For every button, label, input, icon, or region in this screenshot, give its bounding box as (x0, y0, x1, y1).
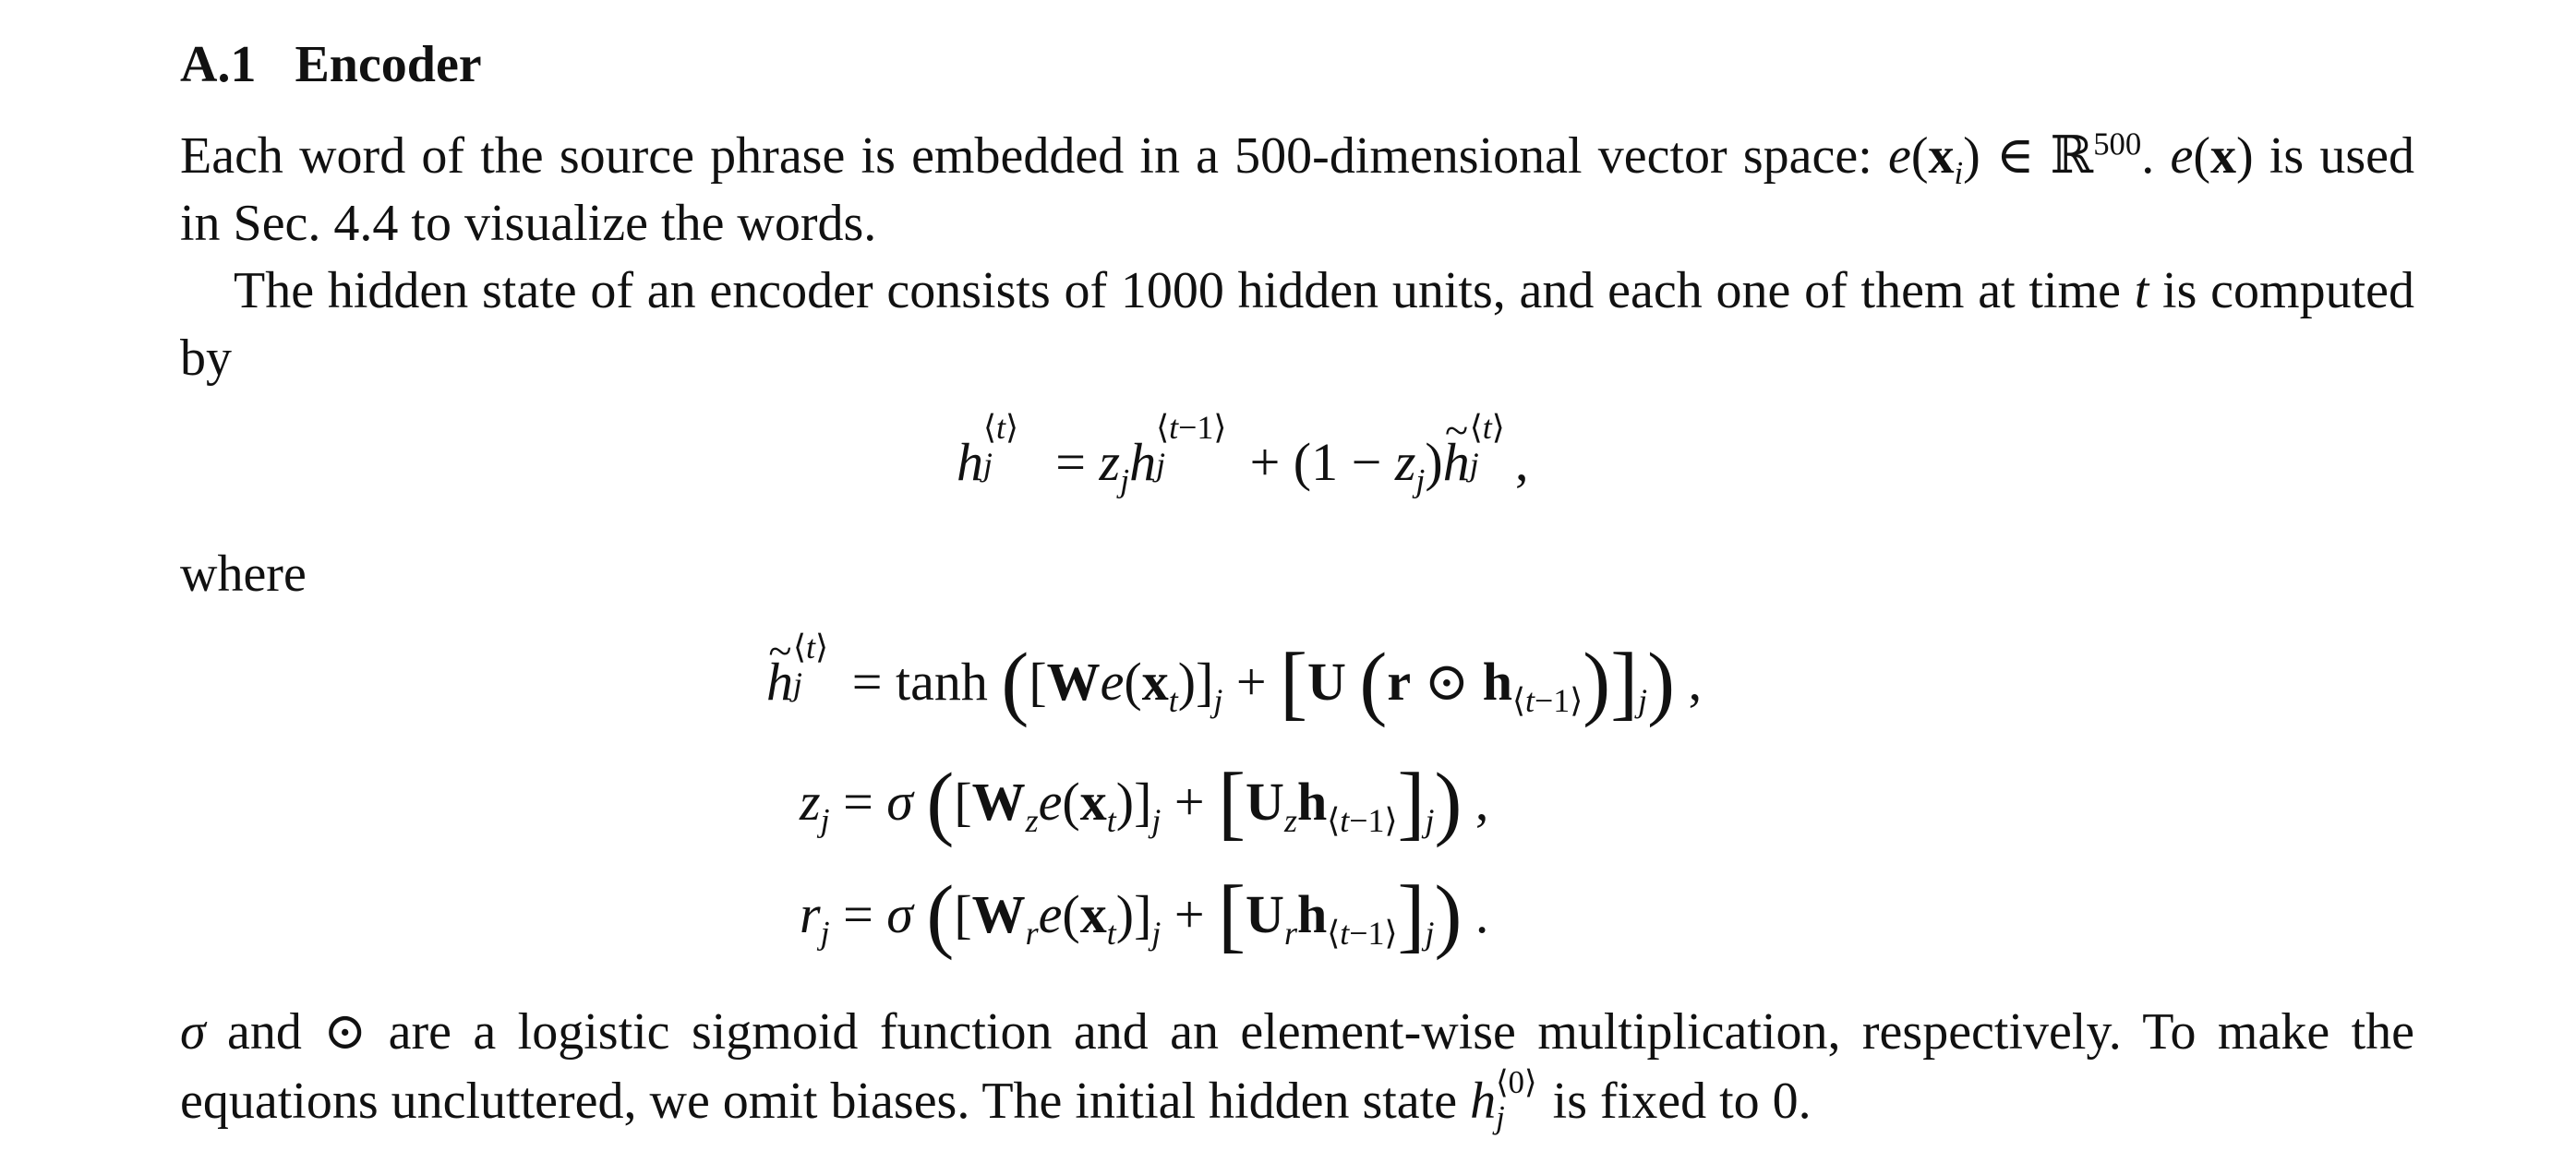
equation-candidate-state: ~ h ⟨t⟩ j = $\tanh ([We(x_t)]_j + [U$ (r ⊙ $h_{⟨t-1⟩})]_j$) , (766, 635, 1702, 730)
paragraph-hidden-state-text: The hidden state of an encoder consists of 1000 hidden units, and each one of them at time t is computed by (180, 262, 2415, 387)
section-heading (180, 35, 482, 94)
equation-hidden-update: h ⟨t⟩ j = $z_jh$ ⟨t−1⟩ j + $(1 - z_j)\sim$ h ⟨t⟩ j , (957, 426, 1529, 493)
paragraph-embedding-text: Each word of the source phrase is embedded in a 500-dimensional vector space: $e(x_i)$ ∈ ℝ$^{500}$. e(x) is used in Sec. 4.4 to visualize the words. (180, 126, 2415, 252)
paragraph-embedding (180, 123, 2414, 258)
paragraph-notation (180, 999, 2414, 1135)
equation-reset-gate: $r_j = \sigma$ $([W_re(x_t)]_j + [U_rh_{⟨t-1⟩}]_j)$ . (800, 869, 1489, 961)
paragraph-hidden-state (180, 258, 2414, 392)
section-title: Encoder (295, 36, 482, 93)
section-number: A.1 (180, 36, 257, 93)
where-label: where (180, 546, 307, 603)
equation-update-gate: $z_j = \sigma$ $([W_ze(x_t)]_j + [U_zh_{⟨t-1⟩}]_j)$ , (800, 757, 1489, 848)
paragraph-notation-text: σ and ⊙ are a logistic sigmoid function and an element-wise multiplication, respectively. To make the equations uncluttered, we omit biases. The initial hidden state h ⟨0⟩ j is fixed to 0. (180, 1003, 2414, 1136)
